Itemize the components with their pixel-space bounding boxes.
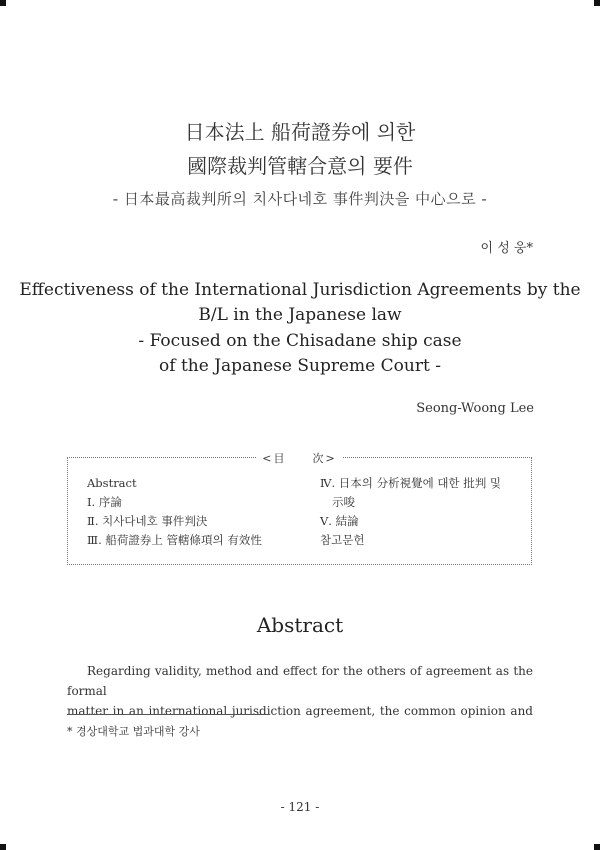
english-title-line-4: of the Japanese Supreme Court -	[159, 356, 441, 376]
footnote-divider	[67, 714, 270, 715]
corner-mark-top-right	[594, 0, 600, 6]
abstract-body	[67, 661, 533, 721]
page-number: - 121 -	[280, 800, 320, 814]
toc-item-case-judgment[interactable]: Ⅱ. 치사다네호 事件判決	[87, 514, 208, 528]
toc-right-column	[320, 474, 525, 550]
author-korean: 이 성 웅*	[480, 241, 533, 256]
abstract-line-2: matter in an international jurisdiction agreement, the common opinion and	[67, 704, 533, 718]
toc-item-critique-continued[interactable]: 示唆	[332, 495, 355, 509]
english-title-line-1: Effectiveness of the International Jurisdiction Agreements by the	[19, 280, 581, 300]
toc-item-conclusion[interactable]: Ⅴ. 結論	[320, 514, 359, 528]
corner-mark-top-left	[0, 0, 6, 6]
abstract-line-1: Regarding validity, method and effect for the others of agreement as the formal	[67, 664, 533, 698]
toc-item-jurisdiction-clause[interactable]: Ⅲ. 船荷證券上 管轄條項의 有效性	[87, 533, 262, 547]
corner-mark-bottom-left	[0, 844, 6, 850]
table-of-contents	[67, 452, 532, 565]
english-title-line-3: - Focused on the Chisadane ship case	[138, 331, 462, 351]
toc-title: <目 次>	[256, 452, 342, 465]
toc-title-wrapper	[68, 450, 531, 466]
toc-left-column	[87, 474, 262, 550]
corner-mark-bottom-right	[594, 844, 600, 850]
toc-item-references[interactable]: 참고문헌	[320, 533, 365, 547]
toc-item-abstract[interactable]: Abstract	[87, 476, 137, 490]
korean-title-line-2: 國際裁判管轄合意의 要件	[187, 154, 413, 178]
author-english: Seong-Woong Lee	[416, 401, 534, 416]
toc-item-critique[interactable]: Ⅳ. 日本의 分析視覺에 대한 批判 및	[320, 476, 501, 490]
english-title-line-2: B/L in the Japanese law	[198, 305, 402, 325]
toc-item-introduction[interactable]: Ⅰ. 序論	[87, 495, 122, 509]
korean-subtitle: - 日本最高裁判所의 치사다네호 事件判決을 中心으로 -	[112, 190, 488, 208]
korean-title-line-1: 日本法上 船荷證券에 의한	[184, 120, 416, 144]
abstract-heading: Abstract	[256, 613, 344, 637]
footnote: * 경상대학교 법과대학 강사	[67, 725, 200, 738]
